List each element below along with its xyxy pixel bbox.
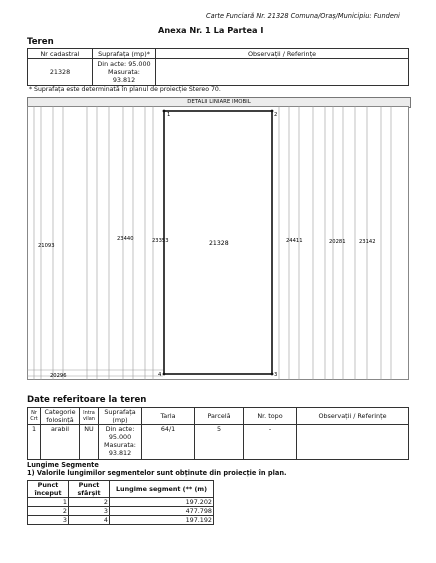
vertex-label: 2 [274, 112, 278, 118]
neighbor-label: 23440 [117, 236, 134, 242]
neighbor-label: 20281 [329, 239, 346, 245]
segmente-note: 1) Valorile lungimilor segmentelor sunt obținute din proiecție în plan. [27, 469, 287, 477]
main-parcel-label: 21328 [209, 240, 229, 247]
neighbor-label: 21093 [38, 243, 55, 249]
neighbor-label: 20296 [50, 373, 67, 379]
cell-intravilan: NU [80, 425, 99, 460]
col-suprafata: Suprafața (mp)* [93, 49, 156, 59]
vertex-marker [271, 373, 274, 376]
table-row [28, 498, 214, 507]
col-intravilan: Intra vilan [80, 408, 99, 425]
cell-length: 197.202 [110, 498, 214, 507]
document-title: Anexa Nr. 1 La Partea I [158, 25, 264, 35]
col-punct-sfarsit: Punct sfârșit [69, 481, 110, 498]
section-title-date-teren: Date referitoare la teren [27, 395, 147, 405]
table-header-row [28, 49, 409, 59]
col-punct-inceput: Punct început [28, 481, 69, 498]
vertex-marker [163, 373, 166, 376]
suprafata-masurata-label: Masurata: [104, 441, 136, 449]
cell-categorie: arabil [41, 425, 80, 460]
neighbor-label: 24411 [286, 238, 303, 244]
cell-suprafata [99, 425, 142, 460]
cell-observatii [156, 59, 409, 86]
teren-table [27, 48, 409, 86]
teren-footnote: * Suprafața este determinată în planul de proiecție Stereo 70. [29, 86, 221, 93]
table-row [28, 507, 214, 516]
neighbor-label: 23353 [152, 238, 169, 244]
plan-header: DETALII LINIARE IMOBIL [27, 97, 411, 108]
col-nr-topo: Nr. topo [244, 408, 297, 425]
table-header-row [28, 408, 409, 425]
suprafata-acte: Din acte: 95.000 [105, 425, 135, 441]
suprafata-masurata-label: Masurata: [108, 68, 140, 76]
vertex-marker [271, 110, 274, 113]
cell-parcela: 5 [195, 425, 244, 460]
table-row [28, 59, 409, 86]
cell-suprafata [93, 59, 156, 86]
cell-nr-topo: - [244, 425, 297, 460]
col-tarla: Tarla [142, 408, 195, 425]
col-parcela: Parcelă [195, 408, 244, 425]
cell-end: 4 [69, 516, 110, 525]
table-row [28, 425, 409, 460]
cell-start: 3 [28, 516, 69, 525]
cell-nr-cadastral: 21328 [28, 59, 93, 86]
col-observatii: Observații / Referințe [156, 49, 409, 59]
parcel-plan [27, 106, 409, 380]
vertex-label: 4 [158, 372, 162, 378]
cell-start: 2 [28, 507, 69, 516]
col-suprafata: Suprafața (mp) [99, 408, 142, 425]
table-row [28, 516, 214, 525]
col-lungime: Lungime segment (** (m) [110, 481, 214, 498]
cell-end: 3 [69, 507, 110, 516]
suprafata-acte: Din acte: 95.000 [97, 60, 151, 68]
vertex-label: 1 [167, 112, 171, 118]
segmente-title: Lungime Segmente [27, 461, 99, 469]
vertex-label: 3 [274, 372, 278, 378]
segmente-table [27, 480, 214, 525]
col-categorie: Categorie folosință [41, 408, 80, 425]
cell-length: 477.798 [110, 507, 214, 516]
cell-end: 2 [69, 498, 110, 507]
vertex-marker [163, 110, 166, 113]
table-header-row [28, 481, 214, 498]
cell-observatii [297, 425, 409, 460]
neighbor-label: 23142 [359, 239, 376, 245]
cell-length: 197.192 [110, 516, 214, 525]
col-observatii: Observații / Referințe [297, 408, 409, 425]
suprafata-masurata-value: 93.812 [112, 76, 136, 84]
section-title-teren: Teren [27, 37, 54, 47]
suprafata-masurata-value: 93.812 [108, 449, 132, 457]
col-nr-crt: Nr Crt [28, 408, 41, 425]
date-teren-table [27, 407, 409, 460]
col-nr-cadastral: Nr cadastral [28, 49, 93, 59]
cell-start: 1 [28, 498, 69, 507]
cell-tarla: 64/1 [142, 425, 195, 460]
cell-nr-crt: 1 [28, 425, 41, 460]
carte-funciara-header: Carte Funciară Nr. 21328 Comuna/Oraș/Municipiu: Fundeni [206, 12, 400, 20]
